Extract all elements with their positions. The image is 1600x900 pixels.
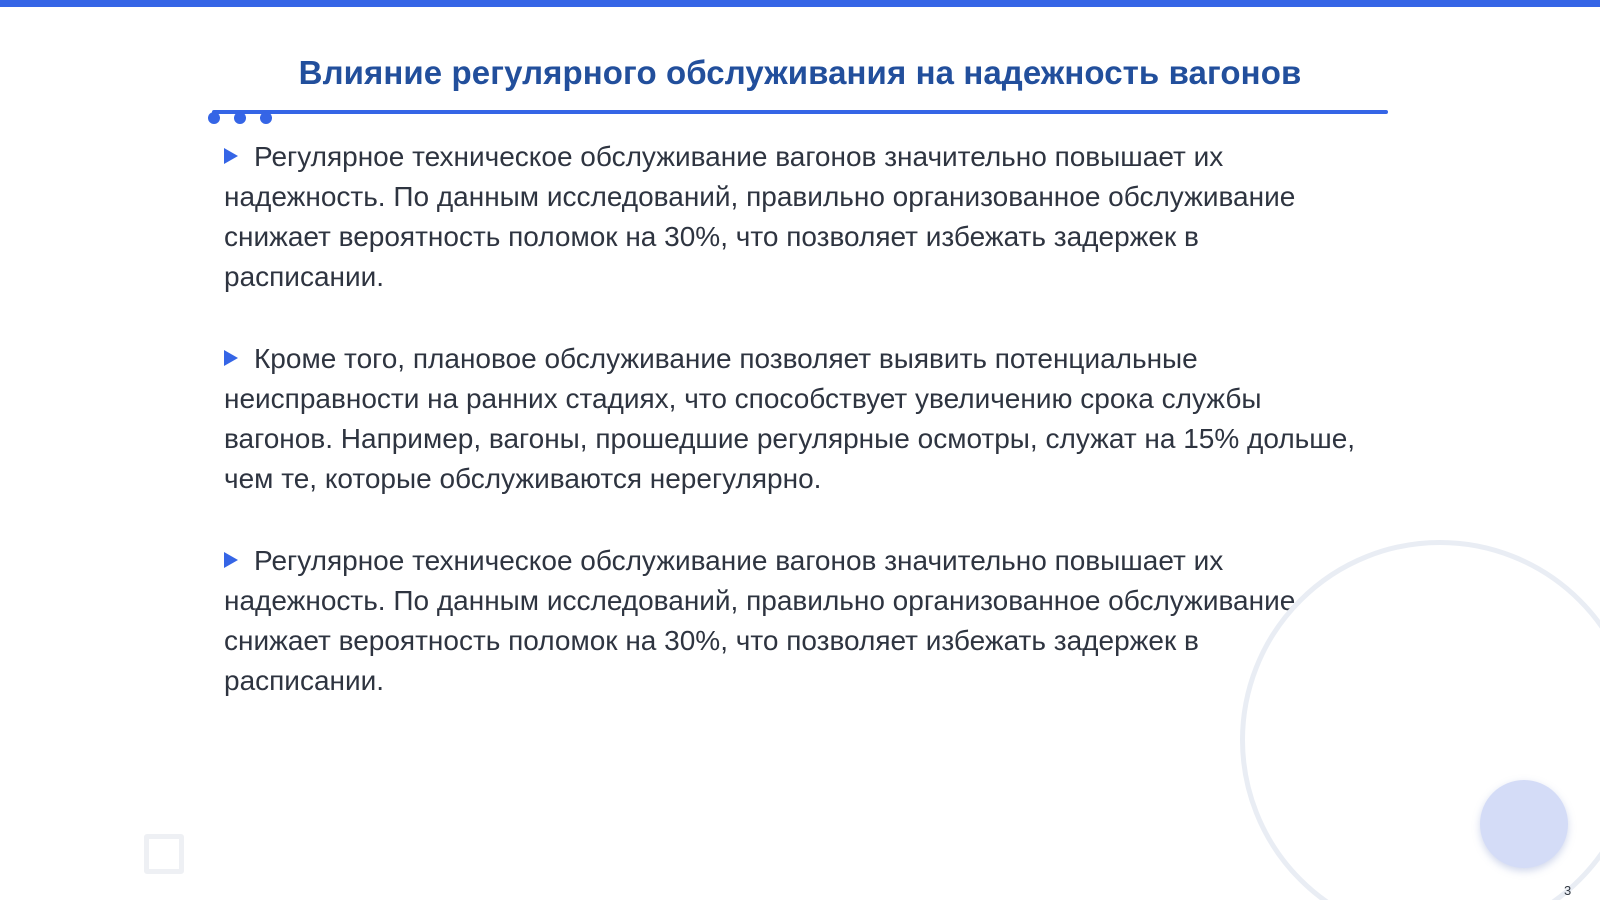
bullet-item: [224, 339, 1364, 499]
decorative-dot: [234, 112, 246, 124]
decorative-square: [144, 834, 184, 874]
bullet-text: Кроме того, плановое обслуживание позволяет выявить потенциальные неисправности на ранних стадиях, что способствует увеличению срока службы вагонов. Например, вагоны, прошедшие регулярные осмотры, служат на 15% дольше, чем те, которые обслуживаются нерегулярно.: [224, 343, 1356, 494]
slide-title: Влияние регулярного обслуживания на надежность вагонов: [298, 54, 1302, 91]
play-triangle-icon: [224, 552, 238, 568]
play-triangle-icon: [224, 148, 238, 164]
bullet-item: [224, 137, 1364, 297]
bullet-text: Регулярное техническое обслуживание вагонов значительно повышает их надежность. По данным исследований, правильно организованное обслуживание снижает вероятность поломок на 30%, что позволяет избежать задержек в расписании.: [224, 545, 1296, 696]
bullet-text: Регулярное техническое обслуживание вагонов значительно повышает их надежность. По данным исследований, правильно организованное обслуживание снижает вероятность поломок на 30%, что позволяет избежать задержек в расписании.: [224, 141, 1296, 292]
page-number: 3: [1564, 883, 1572, 898]
bullet-item: [224, 541, 1364, 701]
bullet-list: [224, 137, 1364, 743]
title-underline: [212, 110, 1388, 114]
decorative-dot: [260, 112, 272, 124]
decorative-dot: [208, 112, 220, 124]
top-accent-bar: [0, 0, 1600, 7]
play-triangle-icon: [224, 350, 238, 366]
decorative-circle-filled: [1480, 780, 1568, 868]
